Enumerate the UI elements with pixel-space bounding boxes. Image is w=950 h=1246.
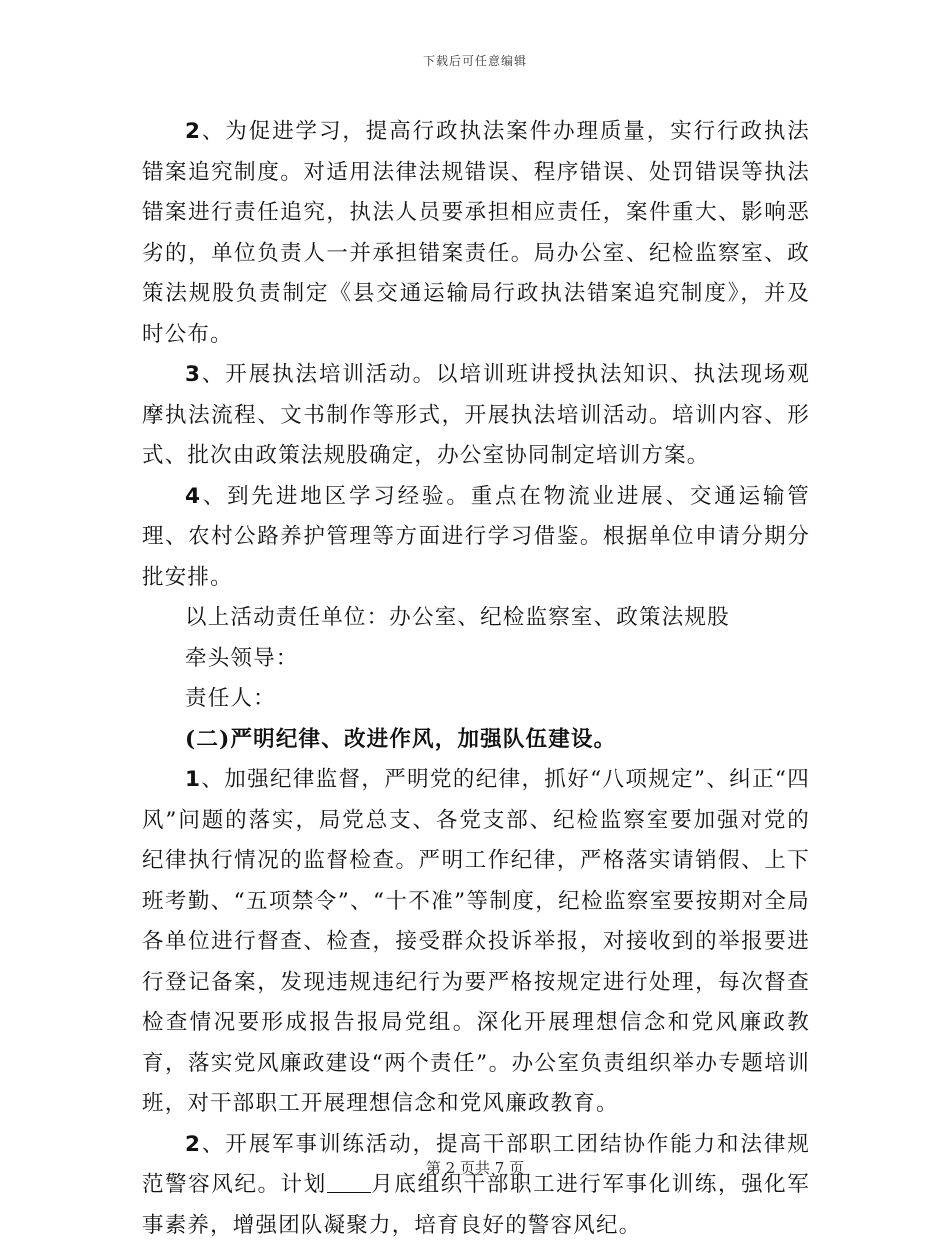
paragraph-item-2-military-training (142, 1125, 810, 1246)
lead-leader-label: 牵头领导： (142, 639, 810, 680)
paragraph-number: 3 (185, 362, 201, 387)
paragraph-text: 、到先进地区学习经验。重点在物流业进展、交通运输管理、农村公路养护管理等方面进行学习借鉴。根据单位申请分期分批安排。 (142, 484, 810, 590)
paragraph-text-before-blank: 、开展军事训练活动，提高干部职工团结协作能力和法律规范警容风纪。计划 (142, 1132, 810, 1198)
page-footer: 第 2 页共 7 页 (0, 1157, 950, 1178)
paragraph-number: 4 (185, 484, 201, 509)
paragraph-text: 、开展执法培训活动。以培训班讲授执法知识、执法现场观摩执法流程、文书制作等形式，开展执法培训活动。培训内容、形式、批次由政策法规股确定，办公室协同制定培训方案。 (142, 362, 810, 468)
page-header: 下载后可任意编辑 (0, 52, 950, 69)
paragraph-item-4-learning (142, 477, 810, 599)
paragraph-text-after-blank: 月底组织干部职工进行军事化训练，强化军事素养，增强团队凝聚力，培育良好的警容风纪。 (142, 1172, 810, 1238)
section-heading: (二)严明纪律、改进作风，加强队伍建设。 (142, 720, 810, 761)
paragraph-number: 2 (185, 119, 201, 144)
responsible-person-label: 责任人： (142, 679, 810, 720)
paragraph-item-2-wrong-case (142, 112, 810, 355)
paragraph-text: 、为促进学习，提高行政执法案件办理质量，实行行政执法错案追究制度。对适用法律法规错误、程序错误、处罚错误等执法错案进行责任追究，执法人员要承担相应责任，案件重大、影响恶劣的，单位负责人一并承担错案责任。局办公室、纪检监察室、政策法规股负责制定《县交通运输局行政执法错案追究制度》，并及时公布。 (142, 119, 810, 347)
paragraph-number: 2 (185, 1132, 201, 1157)
responsible-units: 以上活动责任单位：办公室、纪检监察室、政策法规股 (142, 598, 810, 639)
document-body (142, 112, 810, 1246)
paragraph-item-3-training (142, 355, 810, 477)
paragraph-number: 1 (185, 767, 201, 792)
paragraph-text: 、加强纪律监督，严明党的纪律，抓好“八项规定”、纠正“四风”问题的落实，局党总支、各党支部、纪检监察室要加强对党的纪律执行情况的监督检查。严明工作纪律，严格落实请销假、上下班考勤、“五项禁令”、“十不准”等制度，纪检监察室要按期对全局各单位进行督查、检查，接受群众投诉举报，对接收到的举报要进行登记备案，发现违规违纪行为要严格按规定进行处理，每次督查检查情况要形成报告报局党组。深化开展理想信念和党风廉政教育，落实党风廉政建设“两个责任”。办公室负责组织举办专题培训班，对干部职工开展理想信念和党风廉政教育。 (142, 767, 810, 1116)
paragraph-item-1-discipline (142, 760, 810, 1125)
